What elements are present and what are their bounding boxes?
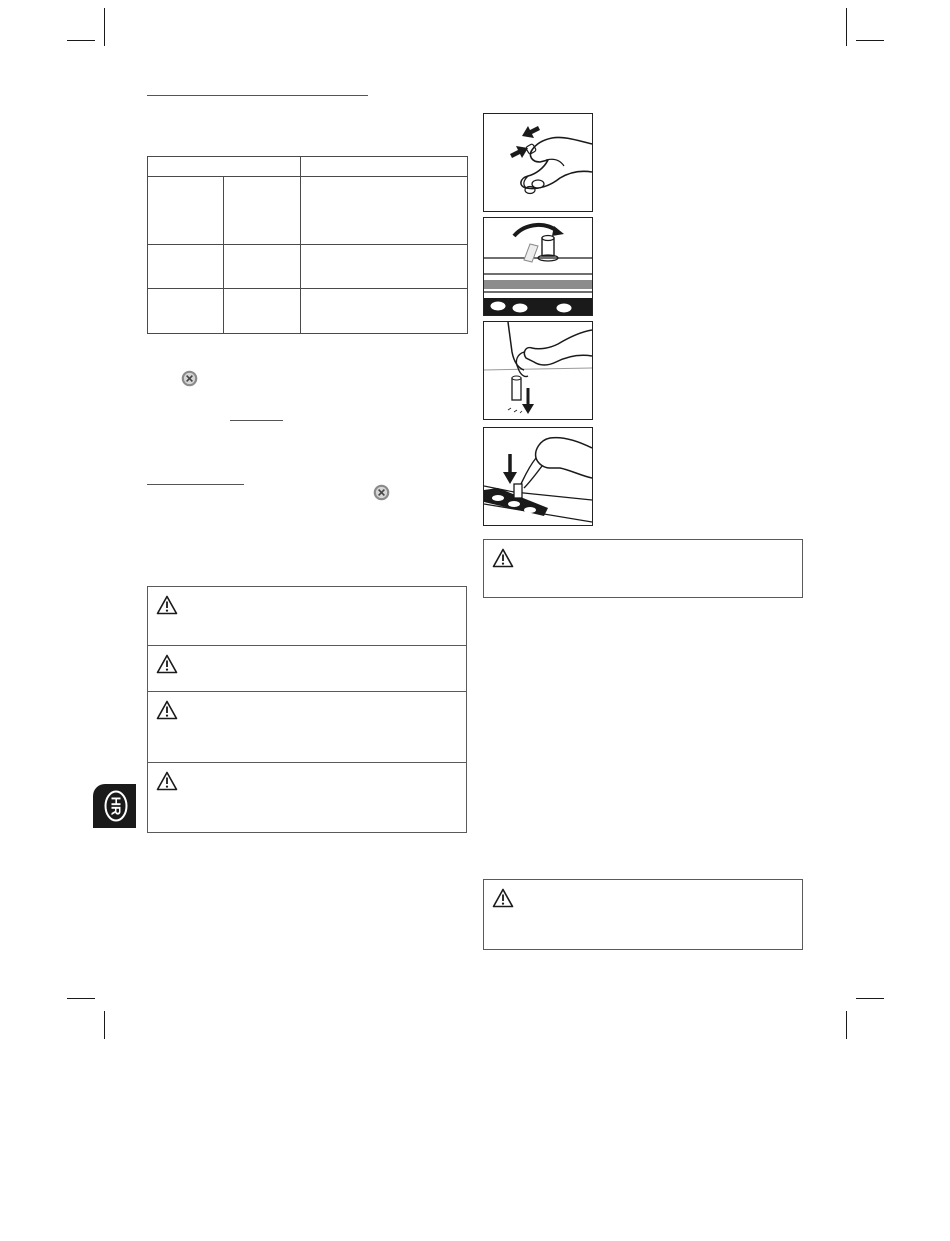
subheading-underline [147, 484, 244, 485]
table-cell [224, 289, 301, 334]
crop-mark [846, 8, 847, 46]
text-underline [230, 420, 283, 421]
specification-table [147, 156, 468, 334]
table-cell [301, 289, 468, 334]
hand-pinch-illustration [484, 114, 592, 211]
table-row [148, 289, 468, 334]
capsule-insert-illustration [484, 322, 592, 419]
circle-cross-icon [181, 370, 198, 387]
table-cell [148, 245, 224, 289]
table-cell [224, 177, 301, 245]
warning-box [483, 879, 803, 950]
warning-box [148, 587, 466, 645]
table-cell [301, 245, 468, 289]
table-cell [148, 177, 224, 245]
crop-mark [856, 998, 884, 999]
table-row [148, 245, 468, 289]
language-code: HR [108, 796, 124, 816]
warning-triangle-icon [492, 548, 514, 568]
fig-insert-capsule [483, 321, 593, 420]
capsule-press-illustration [484, 428, 592, 525]
capsule-rotate-illustration [484, 218, 592, 315]
table-header-cell [301, 157, 468, 177]
crop-mark [67, 40, 95, 41]
warning-triangle-icon [492, 888, 514, 908]
warning-box [148, 762, 466, 832]
crop-mark [856, 40, 884, 41]
table-cell [148, 289, 224, 334]
warning-triangle-icon [156, 595, 178, 615]
warning-triangle-icon [156, 700, 178, 720]
warning-triangle-icon [156, 654, 178, 674]
crop-mark [67, 998, 95, 999]
warning-box [148, 645, 466, 691]
table-cell [301, 177, 468, 245]
circle-cross-icon [373, 484, 390, 501]
crop-mark [104, 1011, 105, 1039]
table-cell [224, 245, 301, 289]
table-header-row [148, 157, 468, 177]
language-tab [93, 784, 136, 828]
crop-mark [846, 1011, 847, 1039]
crop-mark [104, 8, 105, 46]
table-header-cell [148, 157, 301, 177]
fig-press-capsule [483, 427, 593, 526]
warning-box [483, 539, 803, 598]
warning-stack [147, 586, 467, 833]
fig-turn-capsule [483, 217, 593, 316]
warning-triangle-icon [156, 771, 178, 791]
warning-box [148, 691, 466, 762]
fig-pinch-capsule [483, 113, 593, 212]
heading-underline [147, 95, 368, 96]
table-row [148, 177, 468, 245]
